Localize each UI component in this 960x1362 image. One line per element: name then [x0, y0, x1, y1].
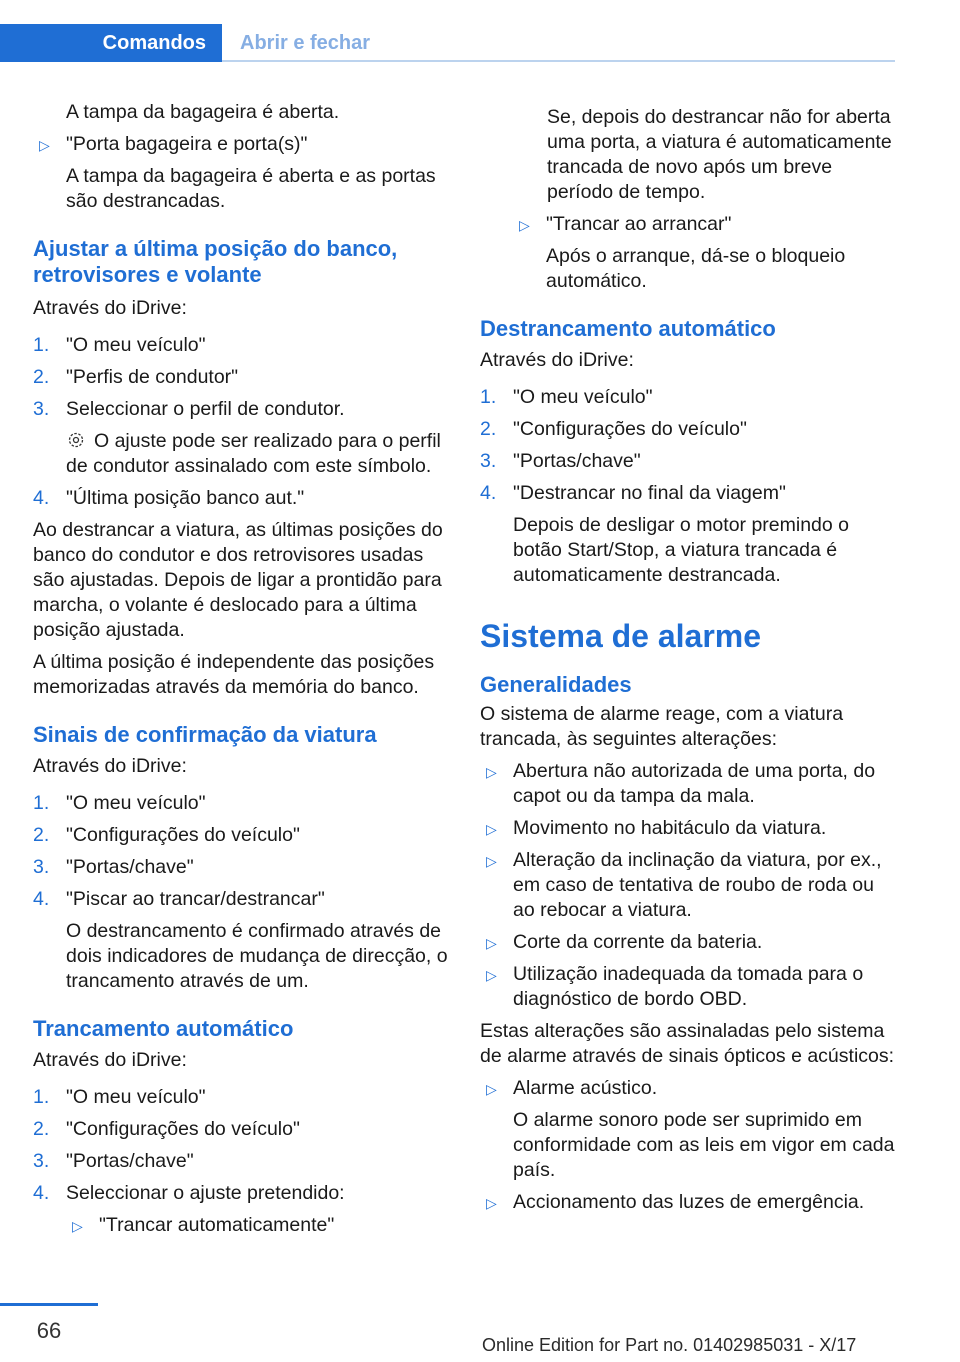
section-heading-auto-lock: Trancamento automático [33, 1016, 294, 1041]
item-number: 2. [33, 824, 50, 846]
item-number: 1. [480, 386, 497, 408]
triangle-bullet-icon: ▷ [486, 764, 497, 780]
numbered-item [33, 887, 453, 912]
paragraph: A tampa da bagageira é aberta. [66, 101, 340, 123]
item-number: 3. [33, 856, 50, 878]
bullet-text: Alarme acústico. [513, 1077, 658, 1099]
bullet-label: "Trancar automaticamente" [99, 1214, 335, 1236]
item-text: Seleccionar o perfil de condutor. [66, 398, 345, 420]
item-number: 1. [33, 334, 50, 356]
item-number: 4. [33, 1182, 50, 1204]
item-text: "O meu veículo" [66, 1086, 206, 1108]
bullet-description: A tampa da bagageira é aberta e as portas são destrancadas. [66, 165, 436, 212]
note-text: O ajuste pode ser realizado para o perfil de condutor assinalado com este símbolo. [66, 430, 441, 477]
left-column [33, 100, 453, 1245]
triangle-bullet-icon: ▷ [72, 1218, 83, 1234]
bullet-item [480, 1190, 898, 1215]
paragraph: O sistema de alarme reage, com a viatura trancada, às seguintes alterações: [480, 703, 844, 750]
triangle-bullet-icon: ▷ [486, 935, 497, 951]
numbered-item [480, 385, 898, 410]
item-number: 2. [33, 366, 50, 388]
numbered-item [33, 1149, 453, 1174]
item-text: "Destrancar no final da viagem" [513, 482, 786, 504]
section-heading-general: Generalidades [480, 672, 632, 697]
bullet-text: Corte da corrente da bateria. [513, 931, 763, 953]
note-paragraph [33, 429, 453, 479]
triangle-bullet-icon: ▷ [486, 1195, 497, 1211]
item-text: "Perfis de condutor" [66, 366, 239, 388]
tab-comandos[interactable]: Comandos [0, 24, 222, 62]
item-number: 1. [33, 1086, 50, 1108]
bullet-item [480, 848, 898, 923]
item-number: 3. [33, 398, 50, 420]
item-text: "Piscar ao trancar/destrancar" [66, 888, 325, 910]
paragraph: Ao destrancar a viatura, as últimas posições do banco do condutor e dos retrovisores usadas são ajustadas. Depois de ligar a prontidão para marcha, o volante é deslocado para a última posição ajustada. [33, 519, 443, 641]
paragraph: Se, depois do destrancar não for aberta uma porta, a viatura é automaticamente trancada de novo após um breve período de tempo. [547, 106, 892, 203]
triangle-bullet-icon: ▷ [519, 217, 530, 233]
bullet-item [480, 1076, 898, 1101]
numbered-item [480, 417, 898, 442]
tab-abrir-e-fechar[interactable]: Abrir e fechar [240, 32, 371, 54]
numbered-item [480, 481, 898, 506]
right-column [480, 105, 898, 1222]
bullet-text: Utilização inadequada da tomada para o diagnóstico de bordo OBD. [513, 963, 864, 1010]
item-text: "Configurações do veículo" [66, 1118, 300, 1140]
header-tabs [0, 24, 895, 62]
paragraph: Através do iDrive: [480, 349, 634, 371]
numbered-item [33, 855, 453, 880]
numbered-item [33, 791, 453, 816]
item-description: Depois de desligar o motor premindo o botão Start/Stop, a viatura trancada é automaticamente destrancada. [513, 514, 850, 586]
bullet-item [480, 930, 898, 955]
numbered-item [33, 365, 453, 390]
footer-rule [0, 1303, 98, 1306]
tab-divider-line [222, 60, 895, 62]
section-heading-auto-unlock: Destrancamento automático [480, 316, 776, 341]
item-text: "Última posição banco aut." [66, 487, 305, 509]
triangle-bullet-icon: ▷ [486, 821, 497, 837]
bullet-item [513, 212, 898, 237]
bullet-text: Abertura não autorizada de uma porta, do capot ou da tampa da mala. [513, 760, 876, 807]
item-text: "Configurações do veículo" [66, 824, 300, 846]
paragraph: Através do iDrive: [33, 297, 187, 319]
bullet-text: Alteração da inclinação da viatura, por ex., em caso de tentativa de roubo de roda ou ao rebocar a viatura. [513, 849, 882, 921]
item-text: "O meu veículo" [513, 386, 653, 408]
triangle-bullet-icon: ▷ [486, 967, 497, 983]
item-description: O destrancamento é confirmado através de dois indicadores de mudança de direcção, o trancamento através de um. [66, 920, 448, 992]
section-heading-seat: Ajustar a última posição do banco, retrovisores e volante [33, 236, 398, 287]
item-number: 1. [33, 792, 50, 814]
item-number: 4. [33, 888, 50, 910]
triangle-bullet-icon: ▷ [486, 853, 497, 869]
numbered-item [33, 823, 453, 848]
triangle-bullet-icon: ▷ [486, 1081, 497, 1097]
bullet-item [66, 1213, 453, 1238]
gear-icon [66, 430, 86, 450]
numbered-item [33, 1181, 453, 1206]
paragraph: A última posição é independente das posições memorizadas através da memória do banco. [33, 651, 435, 698]
numbered-item [33, 1085, 453, 1110]
item-text: "O meu veículo" [66, 792, 206, 814]
item-number: 4. [33, 487, 50, 509]
item-number: 3. [480, 450, 497, 472]
bullet-item [480, 759, 898, 809]
item-text: "Configurações do veículo" [513, 418, 747, 440]
paragraph: Através do iDrive: [33, 755, 187, 777]
item-text: "Portas/chave" [66, 856, 194, 878]
item-number: 2. [33, 1118, 50, 1140]
numbered-item [480, 449, 898, 474]
bullet-label: "Trancar ao arrancar" [546, 213, 732, 235]
chapter-heading-alarm: Sistema de alarme [480, 618, 762, 654]
item-number: 3. [33, 1150, 50, 1172]
bullet-item [480, 816, 898, 841]
bullet-item [33, 132, 453, 157]
item-number: 2. [480, 418, 497, 440]
section-heading-signals: Sinais de confirmação da viatura [33, 722, 377, 747]
numbered-item [33, 486, 453, 511]
item-text: "Portas/chave" [66, 1150, 194, 1172]
numbered-item [33, 333, 453, 358]
page-number: 66 [36, 1318, 62, 1343]
bullet-text: Movimento no habitáculo da viatura. [513, 817, 827, 839]
item-text: "Portas/chave" [513, 450, 641, 472]
paragraph: Estas alterações são assinaladas pelo sistema de alarme através de sinais ópticos e acústicos: [480, 1020, 895, 1067]
numbered-item [33, 397, 453, 422]
numbered-item [33, 1117, 453, 1142]
paragraph: Através do iDrive: [33, 1049, 187, 1071]
item-text: "O meu veículo" [66, 334, 206, 356]
online-edition-note: Online Edition for Part no. 01402985031 - X/17 [482, 1335, 857, 1355]
bullet-description: Após o arranque, dá-se o bloqueio automático. [546, 245, 846, 292]
item-number: 4. [480, 482, 497, 504]
bullet-text: Accionamento das luzes de emergência. [513, 1191, 865, 1213]
triangle-bullet-icon: ▷ [39, 137, 50, 153]
bullet-label: "Porta bagageira e porta(s)" [66, 133, 308, 155]
bullet-description: O alarme sonoro pode ser suprimido em conformidade com as leis em vigor em cada país. [513, 1109, 895, 1181]
bullet-item [480, 962, 898, 1012]
item-text: Seleccionar o ajuste pretendido: [66, 1182, 345, 1204]
